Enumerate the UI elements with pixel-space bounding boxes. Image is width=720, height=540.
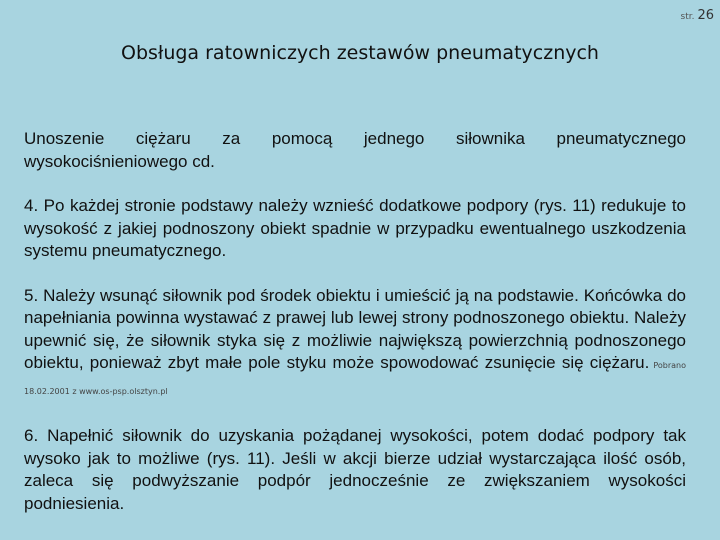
step-6-paragraph: 6. Napełnić siłownik do uzyskania pożądanej wysokości, potem dodać podpory tak wysoko jak to możliwe (rys. 11). Jeśli w akcji bierze udział wystarczająca ilość osób, zaleca się podwyższanie podpór jednocześnie ze zwiększaniem wysokości podniesienia. xyxy=(24,426,686,513)
step-5-paragraph xyxy=(24,285,686,404)
page-number xyxy=(681,4,715,23)
step-5-text: 5. Należy wsunąć siłownik pod środek obiektu i umieścić ją na podstawie. Końcówka do napełniania powinna wystawać z prawej lub lewej strony podnoszonego obiektu. Należy upewnić się, że siłownik styka się z możliwie największą powierzchnią podnoszonego obiektu, ponieważ zbyt małe pole styku może spowodować zsunięcie się ciężaru. xyxy=(24,285,686,372)
intro-paragraph: Unoszenie ciężaru za pomocą jednego siłownika pneumatycznego wysokociśnieniowego cd. xyxy=(24,129,686,171)
page-number-value: 26 xyxy=(697,8,714,23)
slide-title: Obsługa ratowniczych zestawów pneumatycznych xyxy=(121,42,599,64)
slide-content xyxy=(24,128,686,537)
page-number-prefix: str. xyxy=(680,12,695,22)
source-footer-note: Pobrano 18.02.2001 z www.os-psp.olsztyn.pl xyxy=(24,361,686,396)
step-4-paragraph: 4. Po każdej stronie podstawy należy wznieść dodatkowe podpory (rys. 11) redukuje to wysokość z jakiej podnoszony obiekt spadnie w przypadku ewentualnego uszkodzenia systemu pneumatycznego. xyxy=(24,196,686,260)
